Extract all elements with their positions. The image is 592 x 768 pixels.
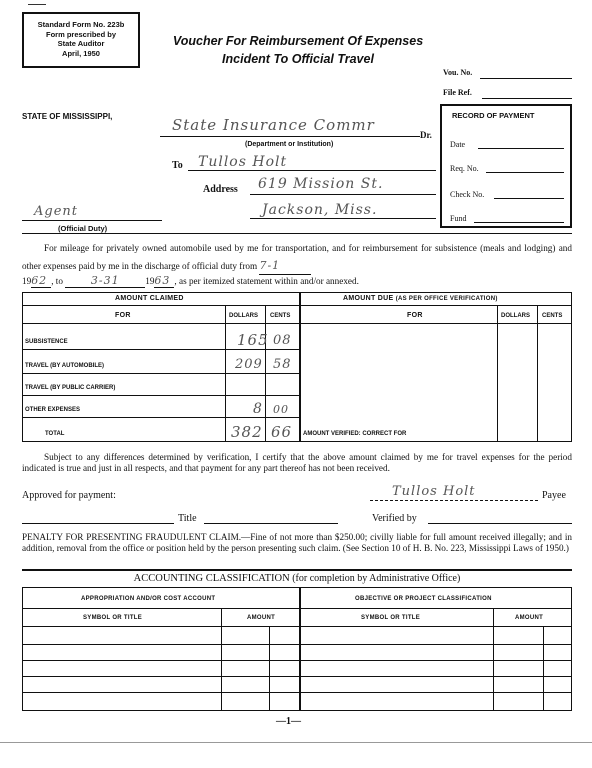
claimed-for-header: FOR [115,312,131,319]
travel-auto-cents: 58 [273,357,292,372]
total-cents: 66 [271,423,293,441]
form-number: Standard Form No. 223b [37,20,125,29]
city-line [250,218,436,219]
date-suffix: , as per itemized statement within and/or annexed. [174,276,359,286]
address-handwriting: 619 Mission St. [258,176,384,192]
due-for-header: FOR [407,312,423,319]
page-number: —1— [276,716,301,727]
approved-label: Approved for payment: [22,490,116,501]
row-other-expenses: OTHER EXPENSES [25,407,81,413]
dept-line [160,136,420,137]
record-req-line [486,172,564,173]
record-of-payment-box [440,104,572,228]
left-amount-header: AMOUNT [247,615,276,621]
title-line [204,523,338,524]
travel-auto-dollars: 209 [235,357,263,372]
city-handwriting: Jackson, Miss. [262,202,378,218]
file-ref-label: File Ref. [443,88,472,97]
payee-signature: Tullos Holt [392,484,476,499]
bottom-edge-mark [0,742,592,743]
left-symbol-header: SYMBOL OR TITLE [83,615,143,621]
state-label: STATE OF MISSISSIPPI, [22,112,113,121]
dr-label: Dr. [420,130,432,140]
row-subsistence: SUBSISTENCE [25,339,68,345]
amount-claimed-header: AMOUNT CLAIMED [115,295,184,302]
claimed-cents-header: CENTS [270,313,291,319]
right-symbol-header: SYMBOL OR TITLE [361,615,421,621]
record-fund-label: Fund [450,214,467,223]
dept-handwriting: State Insurance Commr [172,116,375,134]
row-line-2 [23,373,299,374]
top-mark [28,4,46,5]
other-cents: 00 [273,403,289,416]
accounting-header-line [23,608,571,609]
vou-no-label: Vou. No. [443,68,473,77]
file-ref-line [482,98,572,99]
penalty-paragraph [22,532,572,554]
record-fund-line [474,222,564,223]
right-amount-header: AMOUNT [515,615,544,621]
accounting-row-4 [23,676,571,677]
accounting-title: ACCOUNTING CLASSIFICATION [133,573,290,584]
left-amount-divider [221,608,222,710]
due-dollars-header: DOLLARS [501,313,530,319]
voucher-title [148,32,448,68]
to-label: To [172,160,183,171]
subsistence-cents: 08 [273,333,292,348]
other-dollars: 8 [253,401,263,417]
approver-line [22,523,174,524]
record-date-line [478,148,564,149]
penalty-heading: PENALTY FOR PRESENTING FRAUDULENT CLAIM. [22,532,242,542]
record-req-label: Req. No. [450,164,479,173]
amount-due-header [343,295,498,302]
to-date-handwriting: 3-31 [65,274,145,288]
header-row-line [23,305,571,306]
amount-verified-label: AMOUNT VERIFIED: CORRECT FOR [303,431,407,437]
record-title: RECORD OF PAYMENT [452,111,535,120]
accounting-top-line [22,569,572,571]
mileage-text: For mileage for privately owned automobile used by me for transportation, and for reimbursement for subsistence (meals and lodging) and other expenses paid by me in the discharge of official duty from [22,243,572,271]
amount-due-note: (AS PER OFFICE VERIFICATION) [395,296,498,302]
from-date-handwriting: 7-1 [259,257,311,275]
to-line [188,170,436,171]
to-handwriting: Tullos Holt [198,154,288,170]
due-dollars-divider [497,305,498,441]
verified-label: Verified by [372,513,417,524]
year-to-handwriting: 63 [154,274,174,288]
duty-handwriting: Agent [34,204,78,219]
payee-line [370,500,538,501]
record-date-label: Date [450,140,466,149]
year-from-handwriting: 62 [31,274,51,288]
address-line [250,194,436,195]
title-label: Title [178,513,197,524]
right-cents-divider [543,626,544,710]
subsistence-dollars: 165 [237,331,269,349]
appropriation-header: APPROPRIATION AND/OR COST ACCOUNT [81,596,216,602]
row-line-3 [23,395,299,396]
vou-no-line [480,78,572,79]
accounting-table [22,587,572,711]
form-prescribed: Form prescribed by [45,29,117,39]
duty-caption: (Official Duty) [58,224,108,233]
accounting-row-5 [23,692,571,693]
title-line-1: Voucher For Reimbursement Of Expenses [172,34,424,48]
certify-paragraph: Subject to any differences determined by verification, I certify that the above amount claimed by me for travel expenses for the period indicated is true and just in all respects, and that payment for any part thereof has not been received. [22,452,572,473]
payee-label: Payee [542,490,566,501]
due-cents-divider [537,305,538,441]
record-check-line [494,198,564,199]
row-travel-public: TRAVEL (BY PUBLIC CARRIER) [25,385,116,391]
due-cents-header: CENTS [542,313,563,319]
left-cents-divider [269,626,270,710]
record-check-label: Check No. [450,190,485,199]
form-date: April, 1950 [62,48,100,58]
year-to-prefix: 19 [145,276,155,286]
objective-header: OBJECTIVE OR PROJECT CLASSIFICATION [355,596,492,602]
title-line-2: Incident To Official Travel [222,52,374,66]
form-auditor: State Auditor [57,39,105,48]
penalty-text: —Fine of not more than $250.00; civilly liable for full amount received illegally; and in addition, removal from the office or position held by the person presenting such claim. (See Section 10 of H. B. No. 223, Mississippi Laws of 1950.) [22,532,572,553]
address-label: Address [203,184,238,195]
dept-caption: (Department or Institution) [245,141,334,148]
date-line [22,274,359,288]
row-line-4 [23,417,299,418]
claimed-dollars-header: DOLLARS [229,313,258,319]
section-divider-1 [22,233,572,234]
accounting-row-3 [23,660,571,661]
accounting-row-1 [23,626,571,627]
accounting-subtitle: (for completion by Administrative Office) [292,573,461,584]
amount-due-title: AMOUNT DUE [343,295,394,302]
subheader-row-line [23,323,571,324]
accounting-row-2 [23,644,571,645]
duty-line [22,220,162,221]
amount-table [22,292,572,442]
total-dollars: 382 [231,423,263,441]
row-travel-auto: TRAVEL (BY AUTOMOBILE) [25,363,105,369]
row-line-1 [23,349,299,350]
accounting-heading [22,573,572,584]
amount-table-divider [299,293,301,441]
year-from-prefix: 19 [22,276,32,286]
right-amount-divider [493,608,494,710]
mileage-paragraph [22,240,572,275]
form-info-box [22,12,140,68]
row-total: TOTAL [45,431,65,437]
to-connector: , to [51,276,63,286]
verified-line [428,523,572,524]
